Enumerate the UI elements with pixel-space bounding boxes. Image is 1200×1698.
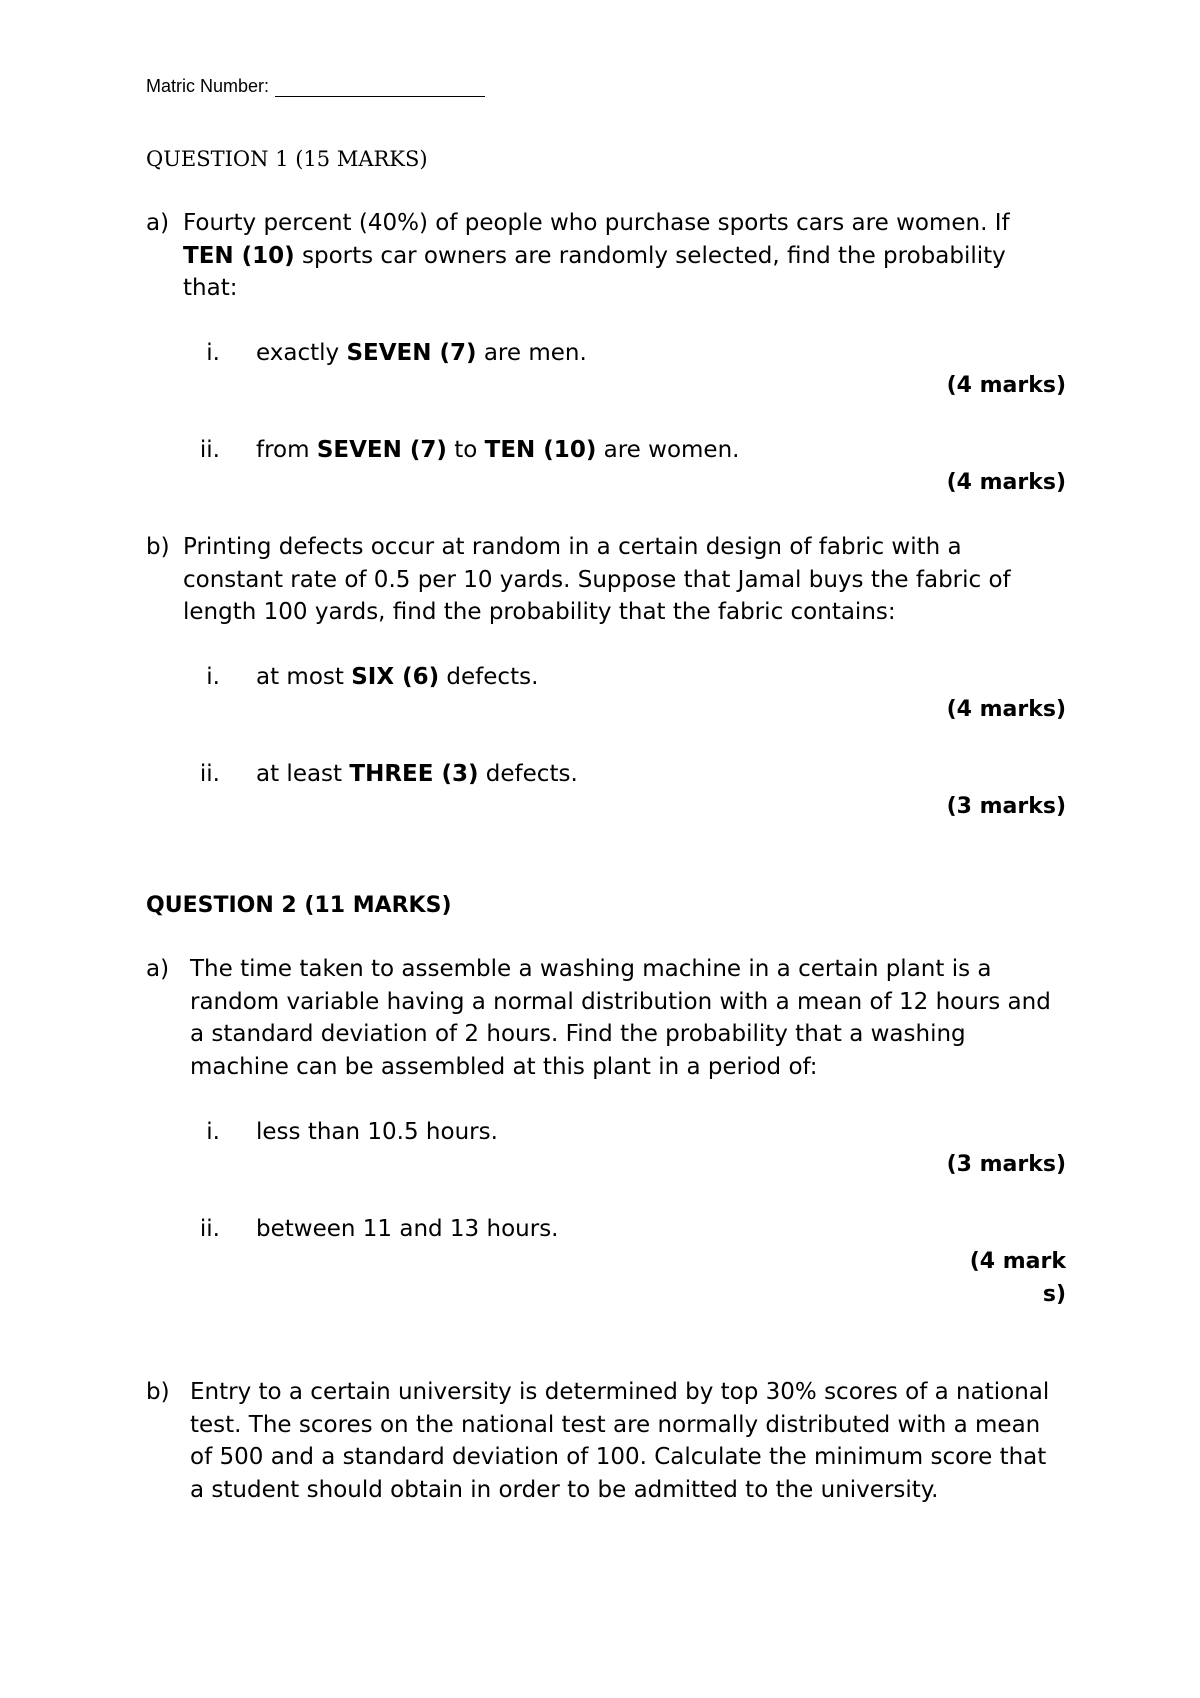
- q2-part-a-letter: a): [146, 956, 170, 982]
- q1-a-text-1: Fourty percent (40%) of people who purchase sports cars are women. If: [183, 210, 1010, 236]
- q1-a-ii-post: are women.: [596, 437, 740, 463]
- q1-a-ii-mid: to: [446, 437, 485, 463]
- q1-part-a: [146, 207, 1066, 305]
- q1-a-i-post: are men.: [476, 340, 587, 366]
- q1-a-i-num: i.: [206, 340, 220, 366]
- q2-part-b: [146, 1376, 1066, 1506]
- q1-a-ii-text: [256, 434, 739, 467]
- q1-b-i-marks: (4 marks): [946, 697, 1066, 722]
- q1-part-b: [146, 531, 1066, 629]
- q1-b-ii-text: [256, 758, 578, 791]
- q1-b-i-num: i.: [206, 664, 220, 690]
- q1-part-a-letter: a): [146, 210, 170, 236]
- question-2-heading: QUESTION 2 (11 MARKS): [146, 893, 452, 918]
- q1-a-text-2: sports car owners are randomly selected, find the probability that:: [183, 242, 1006, 301]
- q2-part-a: [146, 953, 1066, 1083]
- q1-b-ii-marks: (3 marks): [946, 794, 1066, 819]
- q2-part-b-text: Entry to a certain university is determined by top 30% scores of a national test. The scores on the national test are normally distributed with a mean of 500 and a standard deviation of 100. Calculate the minimum score that a student should obtain in order to be admitted to the university.: [190, 1379, 1050, 1503]
- q1-part-a-text: [183, 207, 1066, 305]
- q1-b-i-post: defects.: [439, 664, 539, 690]
- q1-part-b-text: Printing defects occur at random in a certain design of fabric with a constant rate of 0.5 per 10 yards. Suppose that Jamal buys the fabric of length 100 yards, find the probability that the fabric contains:: [183, 534, 1011, 625]
- q1-a-ii-pre: from: [256, 437, 317, 463]
- q1-a-ii-bold-1: SEVEN (7): [316, 437, 447, 463]
- q1-a-i-bold: SEVEN (7): [346, 340, 477, 366]
- matric-number-blank: [275, 78, 485, 97]
- q1-b-ii-bold: THREE (3): [349, 761, 479, 787]
- q1-a-i-marks: (4 marks): [946, 373, 1066, 398]
- q1-b-ii-num: ii.: [199, 761, 220, 787]
- q1-a-ii-num: ii.: [199, 437, 220, 463]
- q2-a-i-text: less than 10.5 hours.: [256, 1119, 498, 1145]
- matric-number-field: [146, 76, 485, 97]
- q1-b-i-bold: SIX (6): [351, 664, 440, 690]
- q1-b-i-text: [256, 661, 538, 694]
- q1-a-i-text: [256, 337, 587, 370]
- q1-b-ii-pre: at least: [256, 761, 350, 787]
- q2-a-i-num: i.: [206, 1119, 220, 1145]
- q2-a-ii-num: ii.: [199, 1216, 220, 1242]
- q1-a-ii-bold-2: TEN (10): [484, 437, 597, 463]
- q1-a-bold-1: TEN (10): [183, 242, 295, 269]
- q2-a-ii-text: between 11 and 13 hours.: [256, 1216, 559, 1242]
- q1-a-i-pre: exactly: [256, 340, 347, 366]
- q1-part-b-letter: b): [146, 534, 170, 560]
- q1-b-ii-post: defects.: [478, 761, 578, 787]
- q2-a-i-marks: (3 marks): [946, 1152, 1066, 1177]
- q1-b-i-pre: at most: [256, 664, 352, 690]
- q1-a-ii-marks: (4 marks): [946, 470, 1066, 495]
- question-1-heading: QUESTION 1 (15 MARKS): [146, 147, 428, 171]
- q2-part-a-text: The time taken to assemble a washing machine in a certain plant is a random variable having a normal distribution with a mean of 12 hours and a standard deviation of 2 hours. Find the probability that a washing machine can be assembled at this plant in a period of:: [190, 956, 1051, 1080]
- q2-part-b-letter: b): [146, 1379, 170, 1405]
- q2-a-ii-marks: (4 marks): [969, 1249, 1066, 1307]
- matric-number-label: Matric Number:: [146, 76, 270, 96]
